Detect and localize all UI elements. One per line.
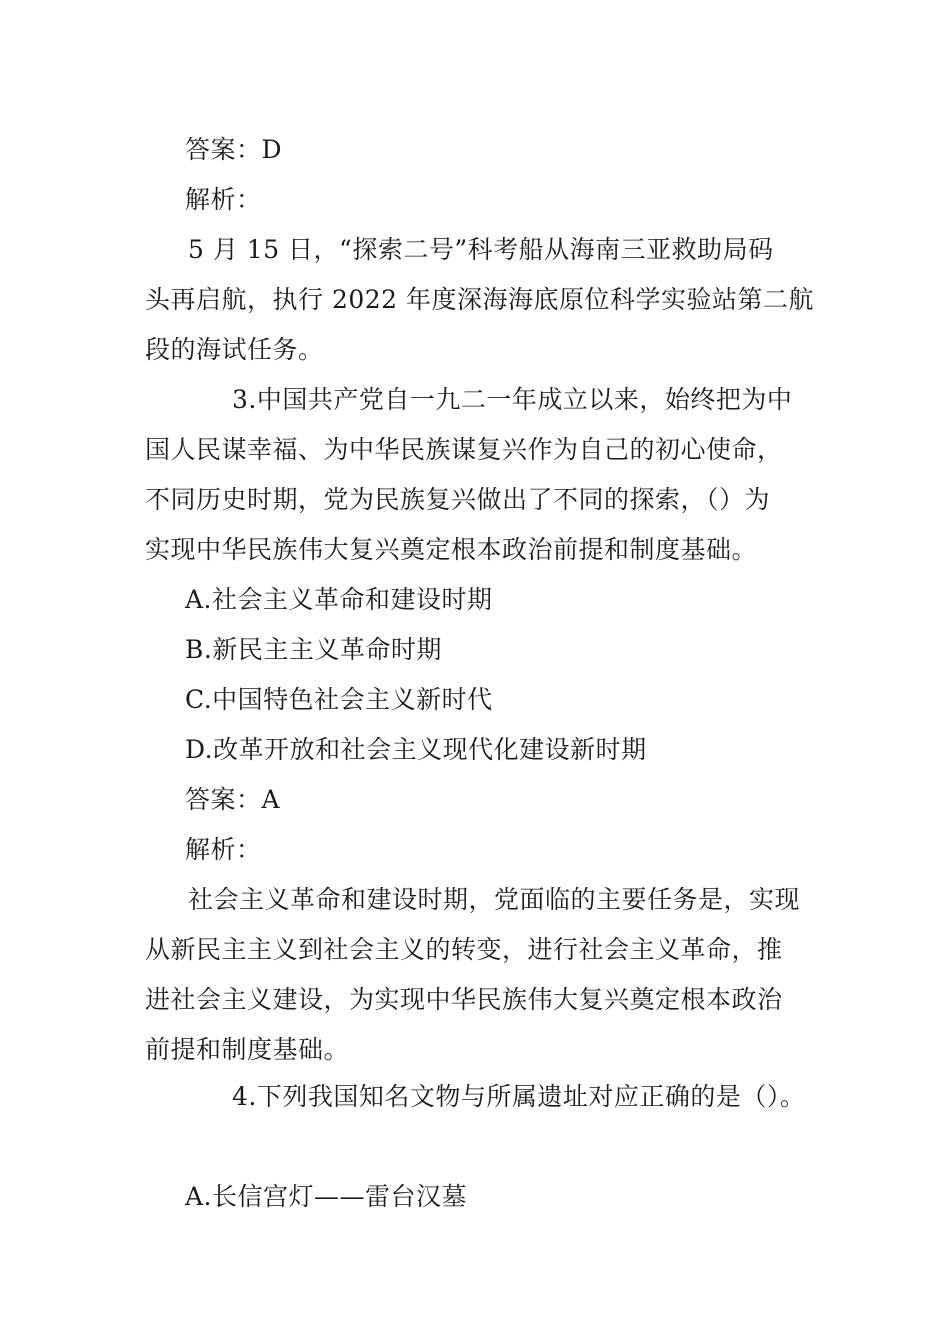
question-stem-line: 国人民谋幸福、为中华民族谋复兴作为自己的初心使命，: [145, 435, 783, 464]
analysis-text-line: 社会主义革命和建设时期，党面临的主要任务是，实现: [188, 885, 801, 914]
analysis-text-line: 5 月 15 日，“探索二号”科考船从海南三亚救助局码: [188, 235, 774, 264]
option-d: D.改革开放和社会主义现代化建设新时期: [185, 735, 647, 764]
answer-line: 答案：A: [185, 785, 281, 814]
analysis-text-line: 头再启航，执行 2022 年度深海海底原位科学实验站第二航: [145, 285, 815, 314]
option-c: C.中国特色社会主义新时代: [185, 685, 493, 714]
question-stem-line: 实现中华民族伟大复兴奠定根本政治前提和制度基础。: [145, 535, 758, 564]
question-stem-line: 3.中国共产党自一九二一年成立以来，始终把为中: [232, 385, 793, 414]
analysis-text-line: 段的海试任务。: [145, 335, 324, 364]
analysis-text-line: 前提和制度基础。: [145, 1035, 350, 1064]
analysis-label: 解析：: [185, 835, 262, 864]
option-b: B.新民主主义革命时期: [185, 635, 442, 664]
answer-line: 答案：D: [185, 135, 283, 164]
option-a: A.社会主义革命和建设时期: [185, 585, 493, 614]
analysis-label: 解析：: [185, 185, 262, 214]
question-stem-line: 4.下列我国知名文物与所属遗址对应正确的是（）。: [232, 1082, 806, 1111]
option-a: A.长信宫灯——雷台汉墓: [185, 1182, 468, 1211]
analysis-text-line: 从新民主主义到社会主义的转变，进行社会主义革命，推: [145, 935, 783, 964]
question-stem-line: 不同历史时期，党为民族复兴做出了不同的探索，（）为: [145, 485, 771, 514]
analysis-text-line: 进社会主义建设，为实现中华民族伟大复兴奠定根本政治: [145, 985, 783, 1014]
